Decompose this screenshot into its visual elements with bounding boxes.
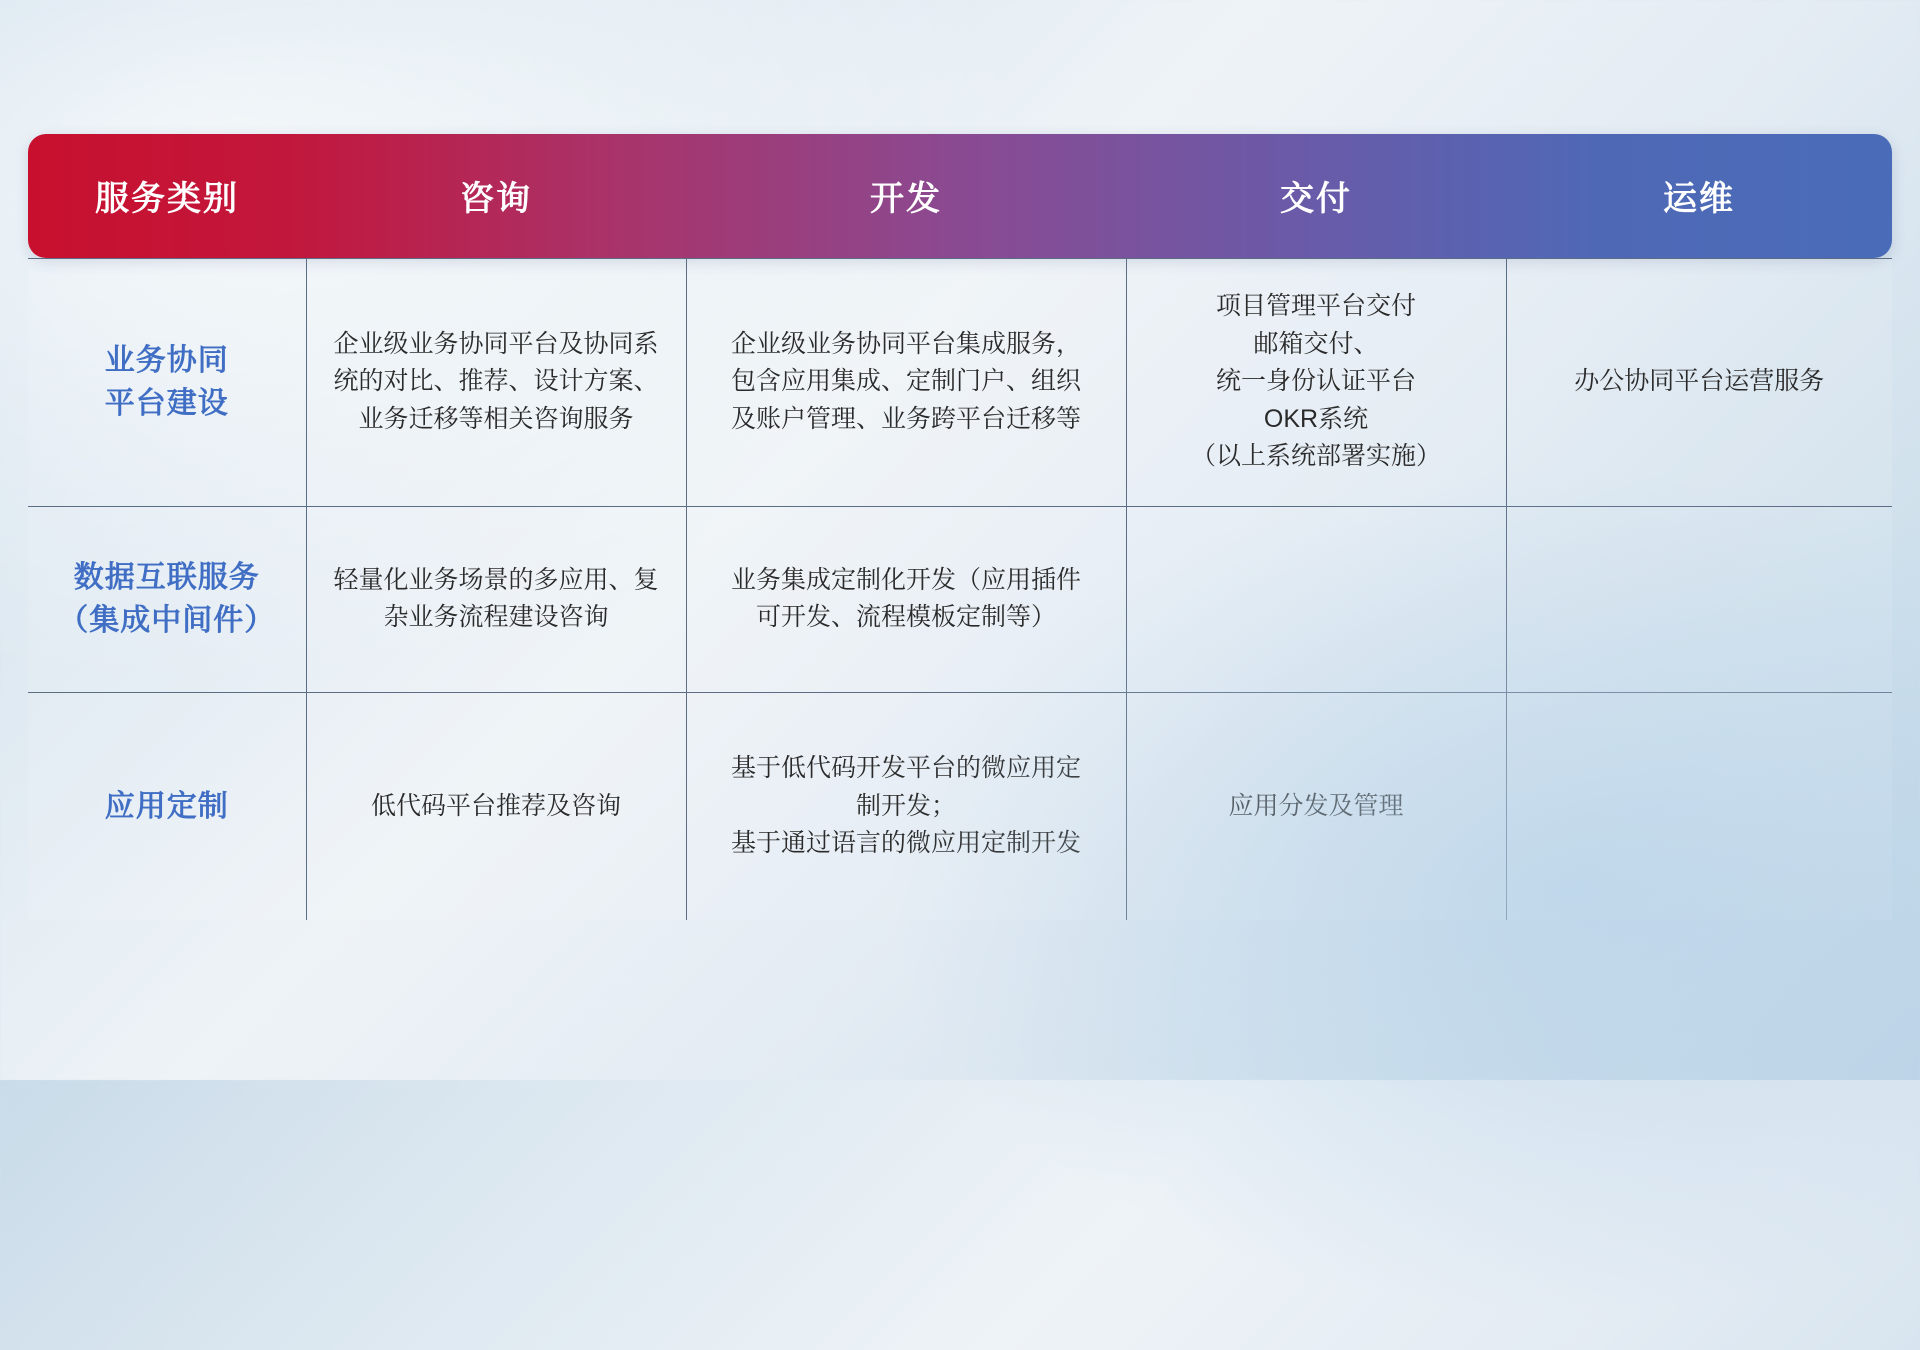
cell-line: 可开发、流程模板定制等）	[755, 603, 1056, 631]
table-row	[28, 258, 1892, 506]
service-table	[28, 134, 1892, 920]
cell-line: 基于通过语言的微应用定制开发	[730, 829, 1081, 857]
table-header	[28, 134, 1892, 258]
header-row	[28, 134, 1892, 258]
category-line: 平台建设	[104, 387, 229, 420]
cell-line: 企业级业务协同平台及协同系	[333, 329, 659, 358]
cell-line: 制开发；	[855, 791, 956, 820]
cell-line: 邮箱交付、	[1253, 329, 1379, 358]
row-delivery-cell	[1126, 258, 1506, 506]
row-consulting-cell	[306, 692, 686, 920]
cell-line: 低代码平台推荐及咨询	[370, 791, 621, 820]
cell-line: 办公协同平台运营服务	[1574, 367, 1825, 396]
cell-line: 统一身份认证平台	[1215, 367, 1416, 396]
cell-line: （以上系统部署实施）	[1190, 442, 1441, 471]
column-header-operations: 运维	[1663, 180, 1735, 219]
column-header-category: 服务类别	[95, 180, 239, 219]
service-table-container	[28, 134, 1892, 920]
category-line: 数据互联服务	[73, 560, 260, 594]
row-category-cell	[28, 692, 306, 920]
row-consulting-cell	[306, 258, 686, 506]
table-body	[28, 258, 1892, 920]
cell-line: 包含应用集成、定制门户、组织	[730, 367, 1081, 396]
cell-line: 基于低代码开发平台的微应用定	[730, 754, 1081, 782]
row-delivery-cell	[1126, 506, 1506, 692]
cell-line: 业务迁移等相关咨询服务	[358, 404, 634, 433]
row-development-cell	[686, 506, 1126, 692]
row-operations-cell	[1506, 258, 1892, 506]
row-operations-cell	[1506, 506, 1892, 692]
cell-line: 业务集成定制化开发（应用插件	[730, 565, 1081, 594]
table-row	[28, 506, 1892, 692]
cell-line: OKR系统	[1263, 404, 1369, 433]
cell-line: 轻量化业务场景的多应用、复	[333, 565, 659, 594]
category-line: 业务协同	[104, 343, 229, 377]
row-development-cell	[686, 692, 1126, 920]
cell-line: 应用分发及管理	[1228, 791, 1404, 820]
column-header-consulting: 咨询	[460, 180, 532, 219]
row-consulting-cell	[306, 506, 686, 692]
cell-line: 企业级业务协同平台集成服务，	[730, 329, 1081, 358]
row-operations-cell	[1506, 692, 1892, 920]
row-category-cell	[28, 506, 306, 692]
category-line: 应用定制	[104, 789, 229, 823]
column-header-delivery: 交付	[1280, 180, 1352, 219]
row-delivery-cell	[1126, 692, 1506, 920]
cell-line: 杂业务流程建设咨询	[383, 603, 609, 631]
category-line: （集成中间件）	[58, 604, 276, 637]
column-header-development: 开发	[870, 180, 942, 219]
cell-line: 项目管理平台交付	[1215, 292, 1416, 321]
table-row	[28, 692, 1892, 920]
row-category-cell	[28, 258, 306, 506]
row-development-cell	[686, 258, 1126, 506]
cell-line: 及账户管理、业务跨平台迁移等	[730, 404, 1081, 433]
cell-line: 统的对比、推荐、设计方案、	[333, 367, 659, 396]
